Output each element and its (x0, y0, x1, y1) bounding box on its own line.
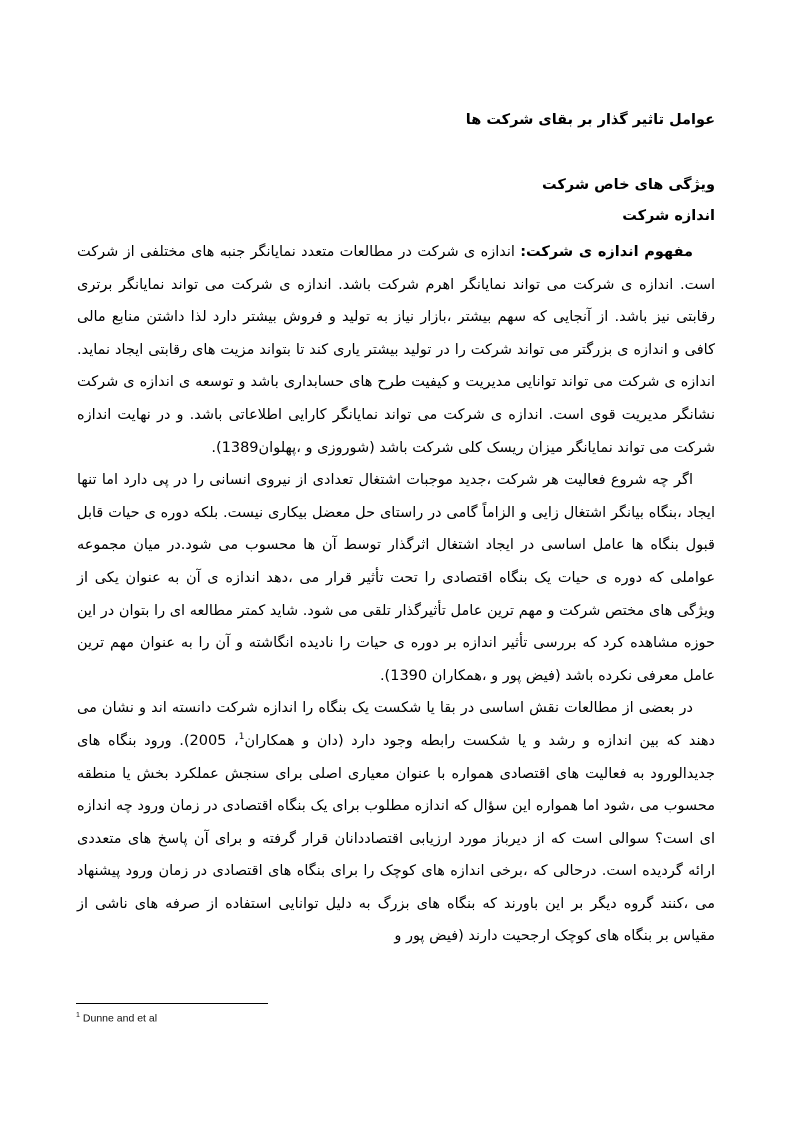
paragraph-survival-studies (77, 692, 715, 953)
document-title: عوامل تاثیر گذار بر بقای شرکت ها (465, 112, 715, 128)
footnote (76, 1012, 157, 1025)
paragraph-lead-term: مفهوم اندازه ی شرکت: (520, 244, 693, 260)
document-body (77, 236, 715, 953)
footnote-number: 1 (76, 1012, 80, 1019)
paragraph-text: اگر چه شروع فعالیت هر شرکت ،جدید موجبات اشتغال تعدادی از نیروی انسانی را در پی دارد اما تنها ایجاد ،بنگاه بیانگر اشتغال زایی و الزاماً گامی در راستای حل معضل بیکاری نیست. بلکه دوره ی حیات قابل قبول بنگاه ها عامل اساسی در ایجاد اشتغال اثرگذار توسط آن ها محسوب می شود.در میان مجموعه عواملی که دوره ی حیات یک بنگاه اقتصادی را تحت تأثیر قرار می ،دهد اندازه ی آن به عنوان یکی از ویژگی های مختص شرکت و مهم ترین عامل تأثیرگذار تلقی می شود. شاید کمتر مطالعه ای را بتوان در این حوزه مشاهده کرد که بررسی تأثیر اندازه بر دوره ی حیات را نادیده انگاشته و آن را به عنوان مهم ترین عامل معرفی نکرده باشد (فیض پور و ،همکاران 1390). (77, 472, 715, 684)
paragraph-text: در بعضی از مطالعات نقش اساسی در بقا یا شکست یک بنگاه را اندازه شرکت دانسته اند و نشان می دهند که بین اندازه و رشد و یا شکست رابطه وجود دارد (دان و همکاران (77, 700, 716, 749)
paragraph-text-continued: ، 2005). ورود بنگاه های جدیدالورود به فعالیت های اقتصادی همواره با عنوان معیاری اصلی برای سنجش عملکرد بخش یا منطقه محسوب می ،شود اما همواره این سؤال که اندازه مطلوب برای یک بنگاه اقتصادی در زمان ورود چه اندازه ای است؟ سوالی است که از دیرباز مورد ارزیابی اقتصاددانان قرار گرفته و برای آن پاسخ های متعددی ارائه گردیده است. درحالی که ،برخی اندازه های کوچک را برای بنگاه های اقتصادی در زمان ورود پیشنهاد می ،کنند گروه دیگر بر این باورند که بنگاه های بزرگ به دلیل توانایی استفاده از صرفه های ناشی از مقیاس بر بنگاه های کوچک ارجحیت دارند (فیض پور و (77, 732, 715, 945)
paragraph-firm-size-concept (77, 236, 715, 464)
subsection-heading: اندازه شرکت (622, 208, 715, 224)
section-heading: ویژگی های خاص شرکت (542, 177, 715, 193)
footnote-separator (76, 1003, 268, 1004)
footnote-reference[interactable]: 1 (238, 732, 245, 743)
paragraph-text: اندازه ی شرکت در مطالعات متعدد نمایانگر جنبه های مختلفی از شرکت است. اندازه ی شرکت می تواند نمایانگر اهرم شرکت باشد. اندازه ی شرکت می تواند نمایانگر برتری رقابتی نیز باشد. از آنجایی که سهم بیشتر ،بازار نیاز به تولید و فروش بیشتر دارد لذا داشتن منابع مالی کافی و اندازه ی بزرگتر می تواند شرکت را در تولید بیشتر یاری کند تا بتواند مزیت های رقابتی ایجاد نماید. اندازه ی شرکت می تواند توانایی مدیریت و کیفیت طرح های حسابداری باشد و توسعه ی اندازه ی شرکت نشانگر مدیریت قوی است. اندازه ی شرکت می تواند نمایانگر کارایی اطلاعاتی باشد. و در نهایت اندازه شرکت می تواند نمایانگر میزان ریسک کلی شرکت باشد (شوروزی و ،پهلوان1389). (77, 244, 715, 456)
paragraph-employment-lifecycle (77, 464, 715, 692)
footnote-text: Dunne and et al (82, 1012, 158, 1025)
